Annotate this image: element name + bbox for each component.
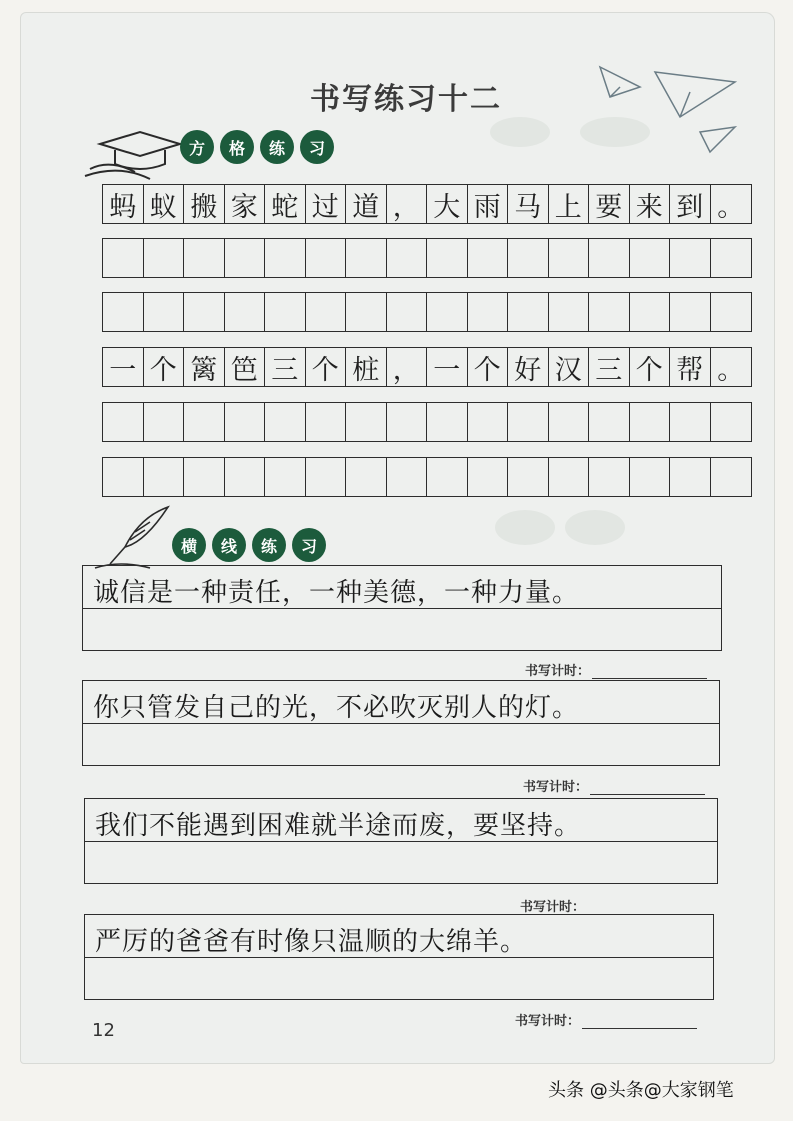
grid-cell — [589, 458, 630, 496]
grid-cell — [468, 458, 509, 496]
grid-cell — [103, 239, 144, 277]
grid-cell — [711, 458, 752, 496]
grid-cell — [508, 458, 549, 496]
grid-cell: 个 — [144, 348, 185, 387]
grid-cell — [387, 403, 428, 441]
badge-char: 横 — [172, 528, 206, 562]
paper-plane-icon — [595, 57, 745, 157]
grid-cell: 到 — [670, 185, 711, 224]
grid-cell: 好 — [508, 348, 549, 387]
grid-cell: 一 — [427, 348, 468, 387]
grid-cell — [346, 458, 387, 496]
line-practice-block — [82, 680, 720, 766]
grid-cell: 过 — [306, 185, 347, 224]
grid-cell — [589, 239, 630, 277]
grid-cell — [144, 458, 185, 496]
timer-blank — [590, 782, 705, 795]
watermark: 头条 @头条@大家钢笔 — [548, 1080, 734, 1101]
line-practice-badge — [172, 528, 326, 562]
grid-cell — [387, 239, 428, 277]
grid-cell: 个 — [468, 348, 509, 387]
grid-cell — [670, 293, 711, 331]
grid-cell — [549, 458, 590, 496]
grid-cell — [184, 458, 225, 496]
grid-cell — [103, 293, 144, 331]
page-number: 12 — [92, 1020, 115, 1041]
workbook-page — [20, 12, 775, 1064]
grid-cell — [427, 403, 468, 441]
badge-char: 习 — [292, 528, 326, 562]
grid-cell: 个 — [306, 348, 347, 387]
grid-cell — [346, 239, 387, 277]
grid-row — [102, 402, 752, 442]
grid-cell — [670, 239, 711, 277]
grid-cell: 来 — [630, 185, 671, 224]
line-practice-block — [84, 798, 718, 884]
practice-sentence: 你只管发自己的光，不必吹灭别人的灯。 — [93, 693, 580, 723]
grid-cell: 雨 — [468, 185, 509, 224]
grid-cell — [427, 293, 468, 331]
graduation-cap-icon — [80, 124, 190, 184]
grid-cell — [670, 403, 711, 441]
badge-char: 线 — [212, 528, 246, 562]
line-practice-block — [82, 565, 722, 651]
grid-cell — [225, 458, 266, 496]
grid-cell — [589, 293, 630, 331]
grid-cell: 桩 — [346, 348, 387, 387]
grid-cell — [184, 239, 225, 277]
timer-label: 书写计时： — [515, 1014, 581, 1029]
grid-cell — [184, 403, 225, 441]
grid-cell — [265, 403, 306, 441]
grid-cell: 道 — [346, 185, 387, 224]
grid-practice-badge — [180, 130, 334, 164]
grid-cell: 搬 — [184, 185, 225, 224]
grid-cell — [508, 403, 549, 441]
grid-cell — [630, 239, 671, 277]
grid-cell — [144, 403, 185, 441]
grid-cell — [427, 458, 468, 496]
grid-row — [102, 238, 752, 278]
grid-cell — [225, 403, 266, 441]
grid-cell — [630, 403, 671, 441]
grid-cell: 大 — [427, 185, 468, 224]
bleed-through-mark — [565, 510, 625, 545]
grid-cell — [306, 403, 347, 441]
grid-cell — [346, 293, 387, 331]
grid-cell — [711, 403, 752, 441]
grid-cell — [265, 293, 306, 331]
grid-cell — [549, 239, 590, 277]
timer-blank — [582, 1016, 697, 1029]
grid-row — [102, 457, 752, 497]
grid-cell — [711, 293, 752, 331]
practice-sentence: 诚信是一种责任，一种美德，一种力量。 — [93, 578, 580, 608]
grid-cell — [427, 239, 468, 277]
grid-cell — [265, 458, 306, 496]
grid-cell — [468, 403, 509, 441]
badge-char: 练 — [260, 130, 294, 164]
grid-cell: 汉 — [549, 348, 590, 387]
grid-cell — [306, 458, 347, 496]
grid-cell: 。 — [717, 355, 745, 386]
timer-blank — [592, 666, 707, 679]
grid-cell: 家 — [225, 185, 266, 224]
grid-cell: ， — [387, 348, 428, 387]
grid-cell — [225, 239, 266, 277]
timer-label: 书写计时： — [520, 900, 586, 915]
grid-cell — [346, 403, 387, 441]
grid-cell — [387, 293, 428, 331]
grid-cell — [387, 458, 428, 496]
grid-cell: 上 — [549, 185, 590, 224]
line-practice-block — [84, 914, 714, 1000]
badge-char: 练 — [252, 528, 286, 562]
timer-label: 书写计时： — [525, 664, 591, 679]
grid-cell — [306, 239, 347, 277]
grid-cell — [184, 293, 225, 331]
grid-cell: 篱 — [184, 348, 225, 387]
grid-cell — [103, 403, 144, 441]
grid-cell — [549, 403, 590, 441]
grid-cell — [630, 458, 671, 496]
grid-cell: ， — [387, 185, 428, 224]
grid-cell: 马 — [508, 185, 549, 224]
grid-cell: 个 — [630, 348, 671, 387]
grid-cell — [589, 403, 630, 441]
practice-sentence: 严厉的爸爸有时像只温顺的大绵羊。 — [95, 927, 528, 957]
grid-cell: 要 — [589, 185, 630, 224]
grid-cell — [144, 239, 185, 277]
grid-cell — [144, 293, 185, 331]
grid-cell — [549, 293, 590, 331]
grid-cell: 笆 — [225, 348, 266, 387]
page-title: 书写练习十二 — [310, 82, 502, 117]
bleed-through-mark — [495, 510, 555, 545]
writing-timer — [523, 776, 705, 795]
grid-cell: 帮 — [670, 348, 711, 387]
grid-cell — [225, 293, 266, 331]
writing-timer — [525, 660, 707, 679]
quill-pen-icon — [90, 502, 180, 572]
grid-cell — [265, 239, 306, 277]
grid-row — [102, 184, 752, 224]
grid-cell: 蛇 — [265, 185, 306, 224]
grid-cell — [508, 293, 549, 331]
grid-cell: 蚁 — [144, 185, 185, 224]
practice-sentence: 我们不能遇到困难就半途而废，要坚持。 — [95, 811, 582, 841]
grid-cell — [508, 239, 549, 277]
grid-cell: 蚂 — [103, 185, 144, 224]
grid-cell — [670, 458, 711, 496]
writing-timer — [515, 1010, 697, 1029]
grid-cell: 三 — [265, 348, 306, 387]
timer-label: 书写计时： — [523, 780, 589, 795]
grid-cell — [630, 293, 671, 331]
grid-cell — [306, 293, 347, 331]
grid-cell — [711, 239, 752, 277]
grid-cell: 一 — [103, 348, 144, 387]
badge-char: 方 — [180, 130, 214, 164]
grid-cell: 。 — [717, 192, 745, 223]
grid-cell — [103, 458, 144, 496]
badge-char: 格 — [220, 130, 254, 164]
grid-cell — [468, 239, 509, 277]
bleed-through-mark — [490, 117, 550, 147]
badge-char: 习 — [300, 130, 334, 164]
grid-cell — [468, 293, 509, 331]
writing-timer — [520, 896, 702, 915]
grid-row — [102, 292, 752, 332]
grid-row — [102, 347, 752, 387]
grid-cell: 三 — [589, 348, 630, 387]
